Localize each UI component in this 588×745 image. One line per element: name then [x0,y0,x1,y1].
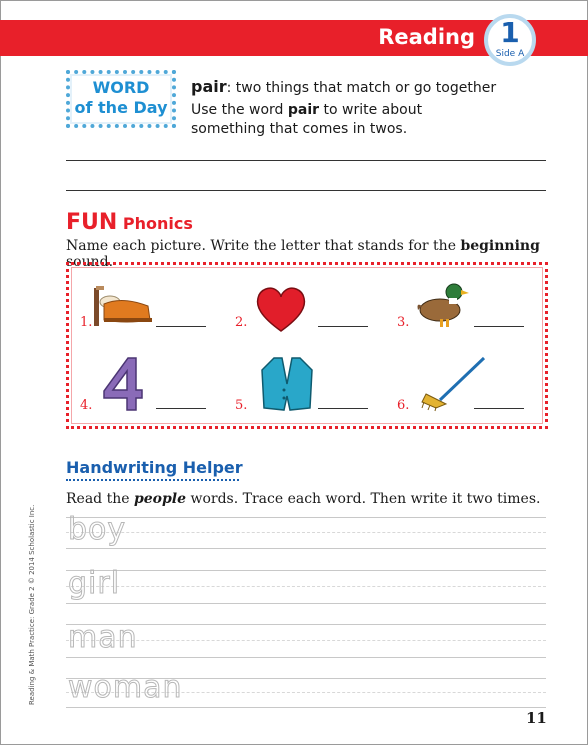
word: pair [191,77,227,96]
fun-title-small: Phonics [122,214,193,233]
badge-side: Side A [495,49,525,59]
answer-blank-3[interactable] [474,326,524,327]
fun-phonics-title [66,210,193,235]
instruction-word: pair [287,102,320,118]
heart-icon [254,284,308,334]
word-definition [191,77,496,96]
hw-mid-line-1 [66,532,546,533]
answer-blank-6[interactable] [474,408,524,409]
wotd-label-line2: of the Day [74,98,168,117]
instruction-pre: Use the word [191,102,288,118]
instruction-post: to write about something that comes in twos. [191,102,423,137]
header-title: Reading [378,25,475,49]
vest-icon [260,356,314,412]
hw-instruction-post: words. Trace each word. Then write it two times. [186,491,541,507]
trace-word-man[interactable]: man [68,620,138,655]
phonics-instruction-post: sound. [66,254,114,270]
item-number-6: 6. [397,398,410,413]
writing-line-2[interactable] [66,190,546,191]
duck-icon [412,276,470,330]
phonics-instruction-bold: beginning [460,238,540,254]
hw-top-line-1 [66,517,546,518]
word-instruction [191,101,491,139]
item-number-5: 5. [235,398,248,413]
answer-blank-4[interactable] [156,408,206,409]
hw-mid-line-3 [66,640,546,641]
trace-word-woman[interactable]: woman [68,670,183,705]
item-number-3: 3. [397,315,410,330]
hw-instruction-pre: Read the [66,491,134,507]
hw-top-line-2 [66,570,546,571]
page-number: 11 [526,709,547,727]
handwriting-underline [66,479,239,481]
lesson-badge [484,14,536,66]
handwriting-title: Handwriting Helper [66,458,243,477]
copyright-credit: Reading & Math Practice: Grade 2 © 2014 Scholastic Inc. [28,504,36,705]
trace-word-boy[interactable]: boy [68,512,127,547]
answer-blank-2[interactable] [318,326,368,327]
handwriting-instruction [66,491,540,507]
wotd-label-line1: WORD [92,78,150,97]
hw-instruction-italic: people [133,491,187,507]
definition-text: : two things that match or go together [226,80,497,96]
rake-icon [416,356,486,412]
hw-base-line-1[interactable] [66,548,546,549]
badge-number: 1 [500,16,520,49]
trace-word-girl[interactable]: girl [68,566,121,601]
bed-icon [92,280,154,328]
fun-title-big: FUN [66,210,118,235]
answer-blank-1[interactable] [156,326,206,327]
hw-top-line-3 [66,624,546,625]
hw-base-line-2[interactable] [66,603,546,604]
hw-base-line-3[interactable] [66,657,546,658]
item-number-4: 4. [80,398,93,413]
item-number-2: 2. [235,315,248,330]
hw-mid-line-2 [66,586,546,587]
word-of-the-day-box [66,70,176,128]
item-number-1: 1. [80,315,93,330]
hw-base-line-4[interactable] [66,707,546,708]
answer-blank-5[interactable] [318,408,368,409]
writing-line-1[interactable] [66,160,546,161]
four-icon [102,356,144,412]
phonics-instruction-pre: Name each picture. Write the letter that stands for the [66,238,461,254]
